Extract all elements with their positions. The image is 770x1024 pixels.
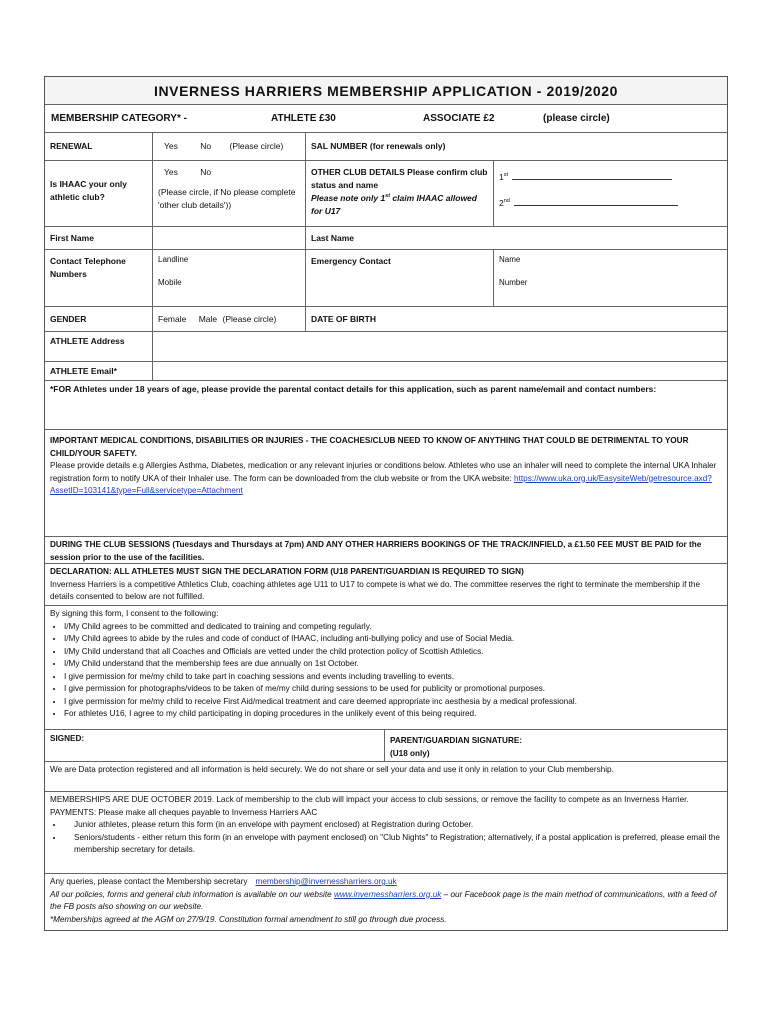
renewal-options <box>153 133 306 160</box>
category-associate-option[interactable]: ASSOCIATE £2 <box>423 113 495 124</box>
declaration-section <box>45 564 727 606</box>
address-label: ATHLETE Address <box>45 332 153 361</box>
other-club-note: Please note only 1st claim IHAAC allowed for U17 <box>311 193 477 216</box>
membership-form <box>44 76 728 931</box>
date-of-birth-label: DATE OF BIRTH <box>311 314 377 324</box>
category-athlete-option[interactable]: ATHLETE £30 <box>271 113 336 124</box>
page-title: INVERNESS HARRIERS MEMBERSHIP APPLICATION - 2019/2020 <box>153 82 619 99</box>
website-link[interactable]: www.invernessharriers.org.uk <box>333 889 442 899</box>
emergency-name-field[interactable]: Name <box>499 255 521 264</box>
other-club-second[interactable]: 2nd <box>499 196 722 210</box>
sal-number-label: SAL NUMBER (for renewals only) <box>311 141 446 151</box>
consent-section <box>45 606 727 730</box>
athlete-signature-field[interactable] <box>45 730 385 761</box>
payment-item: • Seniors/students - either return this form (in an envelope with payment enclosed) on "Club Nights" to Registration; alternatively, if a postal application is preferred, please email the membership secretary for details. <box>64 832 722 857</box>
address-row <box>45 332 727 362</box>
gender-male[interactable]: Male <box>198 314 218 324</box>
consent-item: • I/My Child agrees to be committed and dedicated to training and competing regularly. <box>64 621 722 634</box>
membership-category-row <box>45 105 727 133</box>
renewal-yes[interactable]: Yes <box>164 141 178 151</box>
mobile-field[interactable]: Mobile <box>158 278 182 287</box>
other-club-title: OTHER CLUB DETAILS Please confirm club status and name <box>311 167 488 190</box>
footer-section <box>45 874 727 930</box>
contact-phone-fields <box>153 250 306 306</box>
parent-signature-note: (U18 only) <box>390 748 430 758</box>
only-club-no[interactable]: No <box>200 167 212 177</box>
renewal-circle-note: (Please circle) <box>229 141 284 151</box>
payments-list <box>50 819 722 857</box>
signature-row <box>45 730 727 762</box>
consent-item: • I/My Child agrees to abide by the rules and code of conduct of IHAAC, including anti-bullying policy and use of Social Media. <box>64 633 722 646</box>
first-name-label: First Name <box>45 227 153 249</box>
medical-body: Please provide details e.g Allergies Asthma, Diabetes, medication or any relevant injuries or conditions below. Athletes who use an inhaler will need to complete the internal UKA Inhaler registration form to notify UKA of their Inhaler use. The form can be downloaded from the club website or from the UKA website: https://www.uka.org.uk/EasysiteWeb/getresource.axd?AssetID=103141&type=Full&servicetype=Attachment <box>50 461 717 495</box>
name-row <box>45 227 727 250</box>
email-row <box>45 362 727 381</box>
only-club-label: Is IHAAC your only athletic club? <box>45 161 153 226</box>
address-field[interactable] <box>153 332 727 361</box>
gender-circle-note: (Please circle) <box>222 314 277 324</box>
session-fee-notice <box>45 537 727 564</box>
email-field[interactable] <box>153 362 727 380</box>
signed-label: SIGNED: <box>50 734 85 743</box>
category-circle-note: (please circle) <box>543 113 610 124</box>
other-club-names <box>494 161 727 226</box>
renewal-label: RENEWAL <box>45 133 153 160</box>
first-name-field[interactable] <box>153 227 306 249</box>
consent-item: • I give permission for photographs/videos to be taken of me/my child during sessions to be used for publicity or promotional purposes. <box>64 683 722 696</box>
gender-female[interactable]: Female <box>158 314 187 324</box>
consent-item: • I/My Child understand that all Coaches and Officials are vetted under the child protection policy of Scottish Athletics. <box>64 646 722 659</box>
emergency-number-field[interactable]: Number <box>499 278 528 287</box>
only-club-row <box>45 161 727 227</box>
parental-contact-section[interactable] <box>45 381 727 430</box>
consent-item: • I give permission for me/my child to receive First Aid/medical treatment and care deemed appropriate inc aesthesia by a medical professional. <box>64 696 722 709</box>
gender-label: GENDER <box>45 307 153 331</box>
landline-field[interactable]: Landline <box>158 255 189 264</box>
policies-line: All our policies, forms and general club information is available on our website www.invernessharriers.org.uk – our Facebook page is the main method of communications, with a feed of the FB posts also showing on our website. <box>50 889 717 911</box>
other-club-first[interactable]: 1st <box>499 170 722 184</box>
consent-list <box>50 621 722 721</box>
contact-row <box>45 250 727 307</box>
renewal-no[interactable]: No <box>200 141 212 151</box>
declaration-heading: DECLARATION: ALL ATHLETES MUST SIGN THE DECLARATION FORM (U18 PARENT/GUARDIAN IS REQUIRED TO SIGN) <box>50 567 524 576</box>
membership-due-text: MEMBERSHIPS ARE DUE OCTOBER 2019. Lack of membership to the club will impact your access to club sessions, or remove the facility to compete as an Inverness Harrier. <box>50 795 689 804</box>
last-name-label: Last Name <box>311 233 354 243</box>
other-club-details <box>306 161 494 226</box>
membership-due-section <box>45 792 727 874</box>
category-label: MEMBERSHIP CATEGORY* - <box>51 113 187 124</box>
renewal-row <box>45 133 727 161</box>
medical-section[interactable] <box>45 430 727 537</box>
consent-intro: By signing this form, I consent to the following: <box>50 609 219 618</box>
email-label: ATHLETE Email* <box>45 362 153 380</box>
declaration-body: Inverness Harriers is a competitive Athletics Club, coaching athletes age U11 to U17 to compete is what we do. The committee reserves the right to terminate the membership if the details consented to below are not fulfilled. <box>50 579 701 601</box>
last-name-field[interactable] <box>306 227 727 249</box>
only-club-yes[interactable]: Yes <box>164 167 178 177</box>
agm-note: *Memberships agreed at the AGM on 27/9/19. Constitution formal amendment to still go through due process. <box>50 914 447 924</box>
sal-number-field[interactable] <box>306 133 727 160</box>
membership-email-link[interactable]: membership@invernessharriers.org.uk <box>255 877 397 886</box>
parental-contact-text: *FOR Athletes under 18 years of age, please provide the parental contact details for this application, such as parent name/email and contact numbers: <box>50 384 657 394</box>
parent-signature-label: PARENT/GUARDIAN SIGNATURE: <box>390 736 523 745</box>
medical-heading: IMPORTANT MEDICAL CONDITIONS, DISABILITIES OR INJURIES - THE COACHES/CLUB NEED TO KNOW OF ANYTHING THAT COULD BE DETRIMENTAL TO YOUR CHILD/YOUR SAFETY. <box>50 436 689 458</box>
date-of-birth-field[interactable] <box>306 307 727 331</box>
emergency-contact-fields <box>494 250 727 306</box>
emergency-contact-label: Emergency Contact <box>306 250 494 306</box>
only-club-note: (Please circle, if No please complete 'other club details')) <box>158 187 296 210</box>
gender-options <box>153 307 306 331</box>
only-club-options <box>153 161 306 226</box>
data-protection-notice <box>45 762 727 792</box>
data-protection-text: We are Data protection registered and all information is held securely. We do not share or sell your data and use it only in relation to your Club membership. <box>50 765 614 774</box>
uka-inhaler-link[interactable]: https://www.uka.org.uk/EasysiteWeb/getresource.axd?AssetID=103141&type=Full&servicetype=Attachment <box>50 473 712 495</box>
payment-item: • Junior athletes, please return this form (in an envelope with payment enclosed) at Registration during October. <box>64 819 722 832</box>
session-fee-text: DURING THE CLUB SESSIONS (Tuesdays and Thursdays at 7pm) AND ANY OTHER HARRIERS BOOKINGS OF THE TRACK/INFIELD, a £1.50 FEE MUST BE PAID for the session prior to the use of the facilities. <box>50 540 702 562</box>
contact-phone-label: Contact Telephone Numbers <box>45 250 153 306</box>
parent-signature-field[interactable] <box>385 730 727 761</box>
consent-item: • I give permission for me/my child to take part in coaching sessions and events including travelling to events. <box>64 671 722 684</box>
consent-item: • For athletes U16, I agree to my child participating in doping procedures in the unlikely event of this being required. <box>64 708 722 721</box>
gender-row <box>45 307 727 332</box>
payments-text: PAYMENTS: Please make all cheques payable to Inverness Harriers AAC <box>50 807 318 817</box>
form-title-row <box>45 77 727 105</box>
queries-line: Any queries, please contact the Membership secretary membership@invernessharriers.org.uk <box>50 877 397 886</box>
consent-item: • I/My Child understand that the membership fees are due annually on 1st October. <box>64 658 722 671</box>
